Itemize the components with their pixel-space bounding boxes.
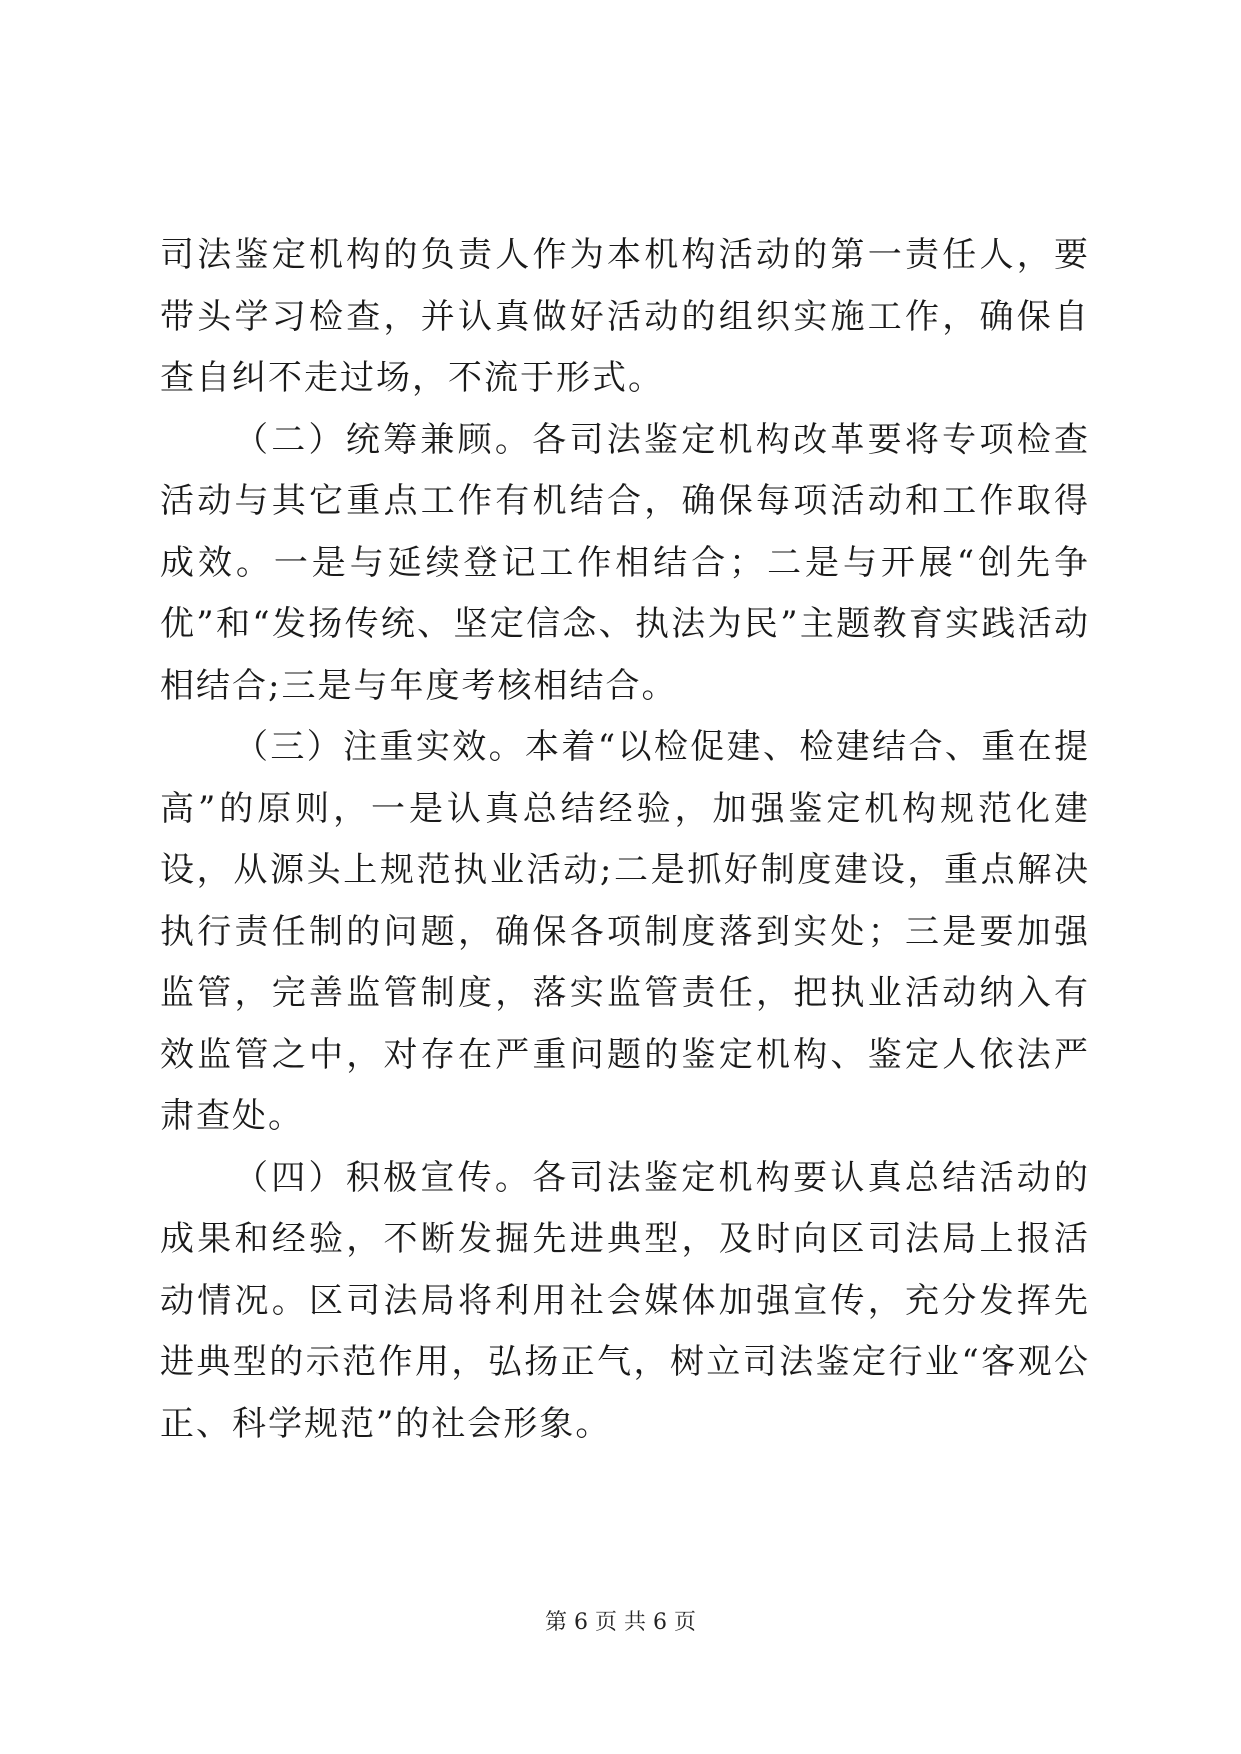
paragraph-3: （三）注重实效。本着“以检促建、检建结合、重在提高”的原则，一是认真总结经验，加强鉴定机构规范化建设，从源头上规范执业活动;二是抓好制度建设，重点解决执行责任制的问题，确保各项制度落到实处；三是要加强监管，完善监管制度，落实监管责任，把执业活动纳入有效监管之中，对存在严重问题的鉴定机构、鉴定人依法严肃查处。	[160, 727, 1090, 1136]
document-body	[160, 225, 1090, 1455]
paragraph-1: 司法鉴定机构的负责人作为本机构活动的第一责任人，要带头学习检查，并认真做好活动的组织实施工作，确保自查自纠不走过场，不流于形式。	[160, 235, 1090, 398]
paragraph-2: （二）统筹兼顾。各司法鉴定机构改革要将专项检查活动与其它重点工作有机结合，确保每项活动和工作取得成效。一是与延续登记工作相结合；二是与开展“创先争优”和“发扬传统、坚定信念、执法为民”主题教育实践活动相结合;三是与年度考核相结合。	[160, 419, 1090, 706]
page-number: 第 6 页 共 6 页	[545, 1610, 696, 1635]
paragraph-4: （四）积极宣传。各司法鉴定机构要认真总结活动的成果和经验，不断发掘先进典型，及时向区司法局上报活动情况。区司法局将利用社会媒体加强宣传，充分发挥先进典型的示范作用，弘扬正气，树立司法鉴定行业“客观公正、科学规范”的社会形象。	[160, 1157, 1090, 1444]
